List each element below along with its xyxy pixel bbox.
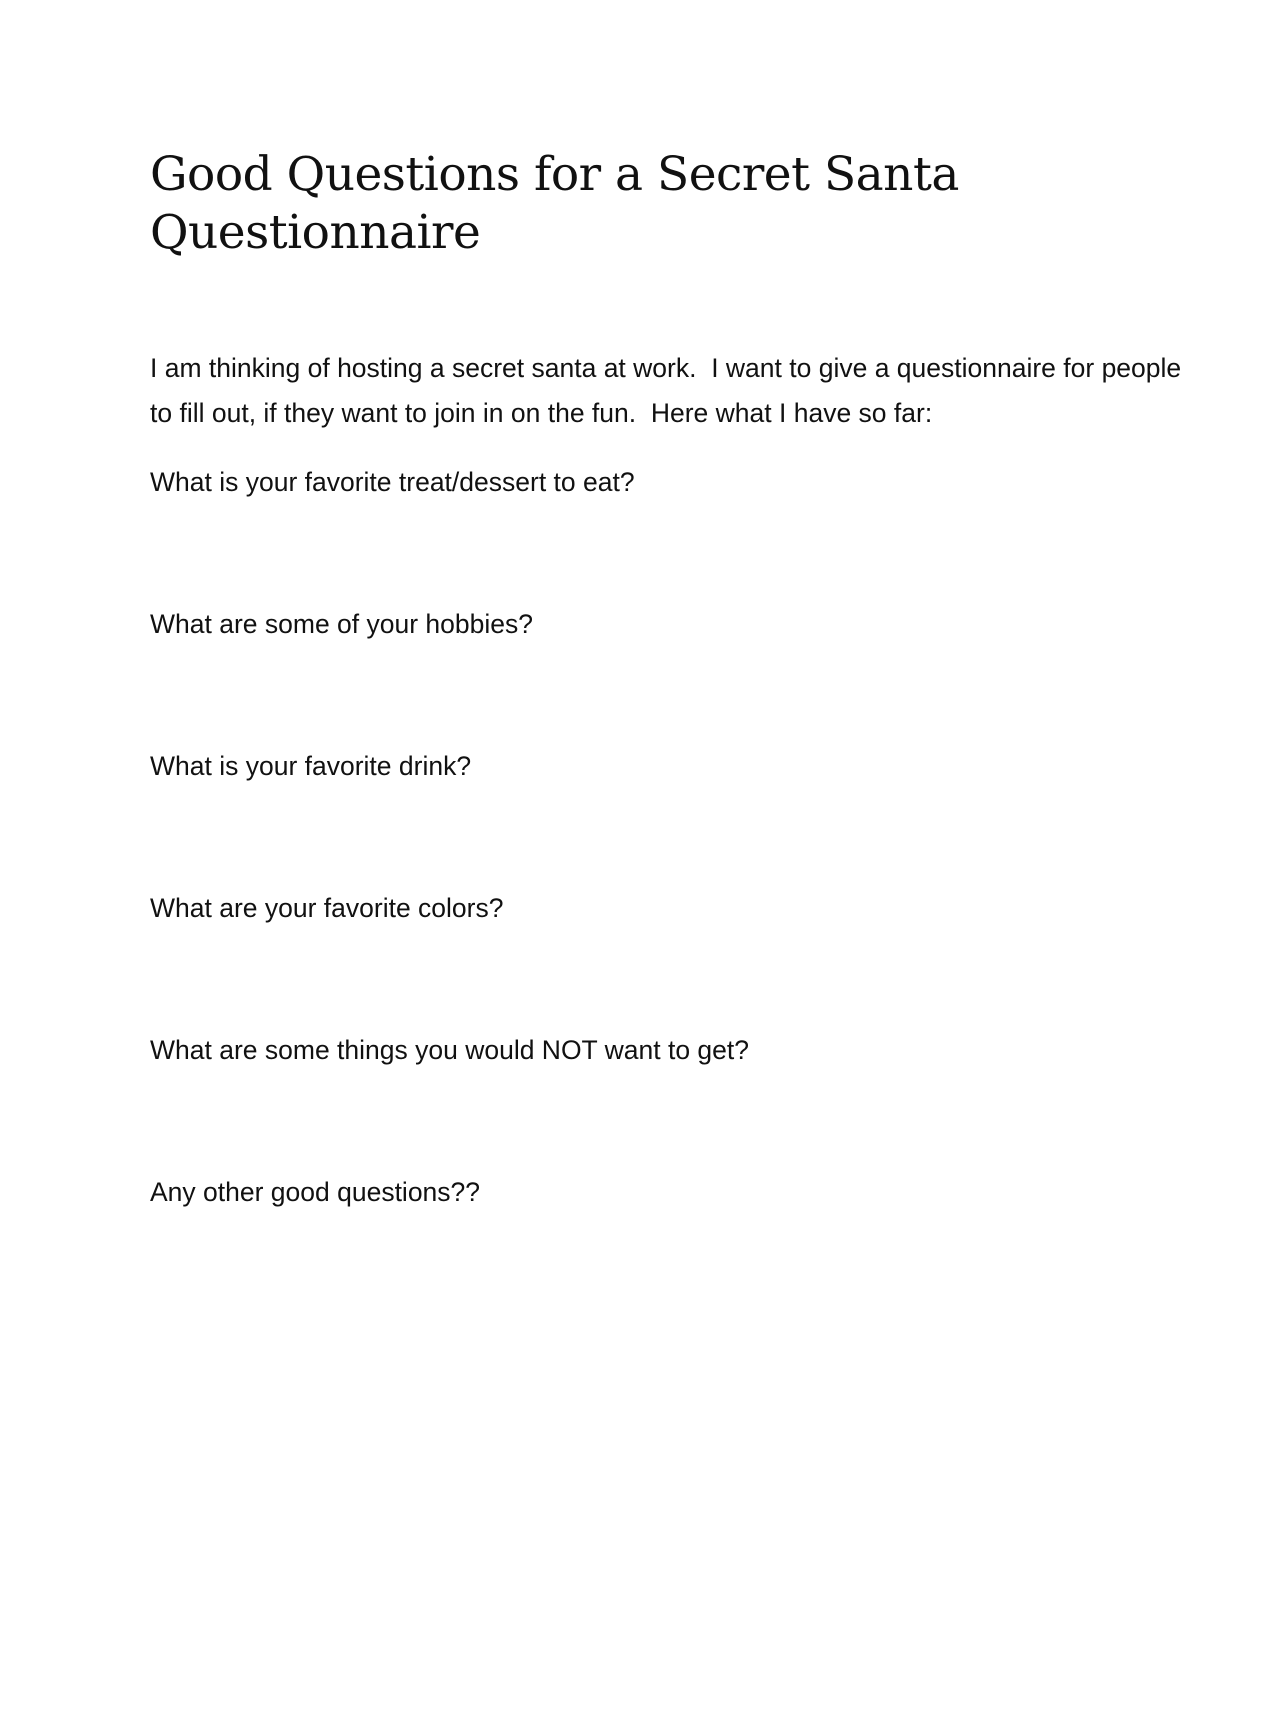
question-not-want: What are some things you would NOT want to get? xyxy=(150,1035,750,1065)
question-other: Any other good questions?? xyxy=(150,1177,481,1207)
intro-paragraph: I am thinking of hosting a secret santa at work. I want to give a questionnaire for people to fill out, if they want to join in on the fun. Here what I have so far: xyxy=(150,353,1189,428)
question-favorite-treat: What is your favorite treat/dessert to eat? xyxy=(150,467,635,497)
question-favorite-drink: What is your favorite drink? xyxy=(150,751,472,781)
question-hobbies: What are some of your hobbies? xyxy=(150,609,533,639)
question-favorite-colors: What are your favorite colors? xyxy=(150,893,504,923)
page-title: Good Questions for a Secret Santa Questionnaire xyxy=(150,147,959,260)
